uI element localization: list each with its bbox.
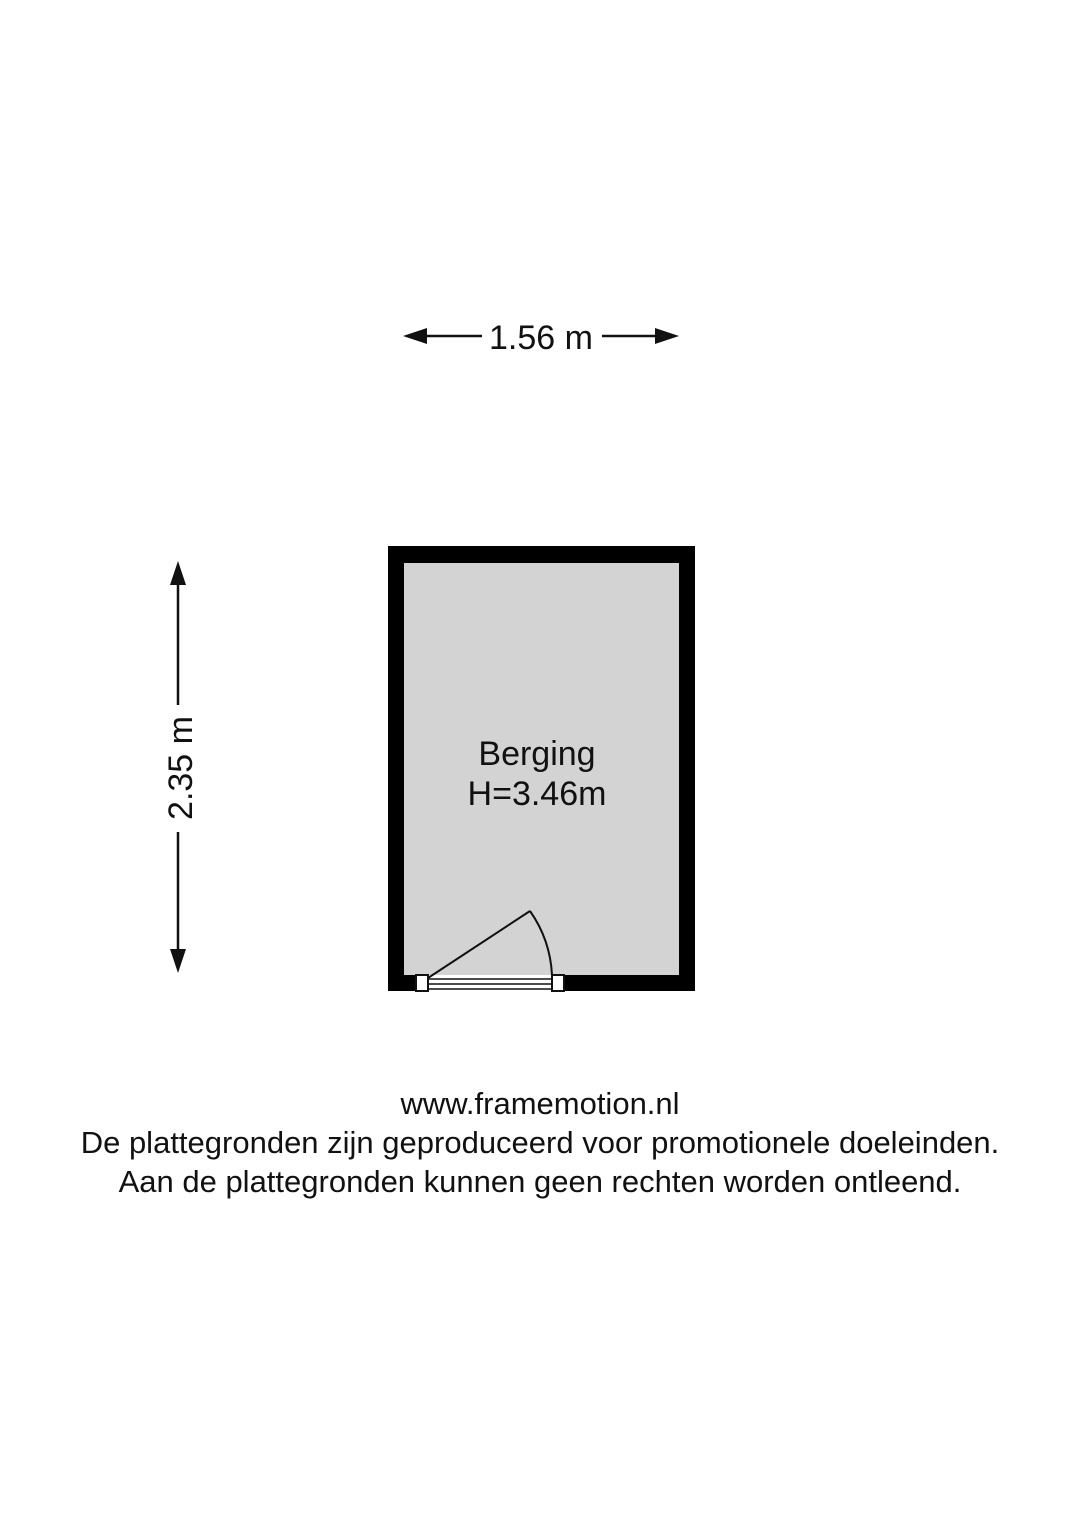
disclaimer-line-2: Aan de plattegronden kunnen geen rechten worden ontleend. bbox=[118, 1164, 962, 1199]
height-dimension-label: 2.35 m bbox=[162, 716, 200, 820]
footer bbox=[0, 1084, 1080, 1201]
website-link[interactable]: www.framemotion.nl bbox=[400, 1086, 680, 1121]
height-dimension bbox=[162, 561, 200, 973]
disclaimer-line-1: De plattegronden zijn geproduceerd voor promotionele doeleinden. bbox=[80, 1125, 1000, 1160]
door-jamb-right bbox=[552, 975, 564, 991]
room-height: H=3.46m bbox=[467, 775, 607, 813]
door-jamb-left bbox=[416, 975, 428, 991]
width-dimension bbox=[403, 319, 679, 357]
room-name: Berging bbox=[478, 735, 596, 773]
width-dimension-label: 1.56 m bbox=[489, 319, 593, 357]
room-berging bbox=[388, 546, 695, 991]
